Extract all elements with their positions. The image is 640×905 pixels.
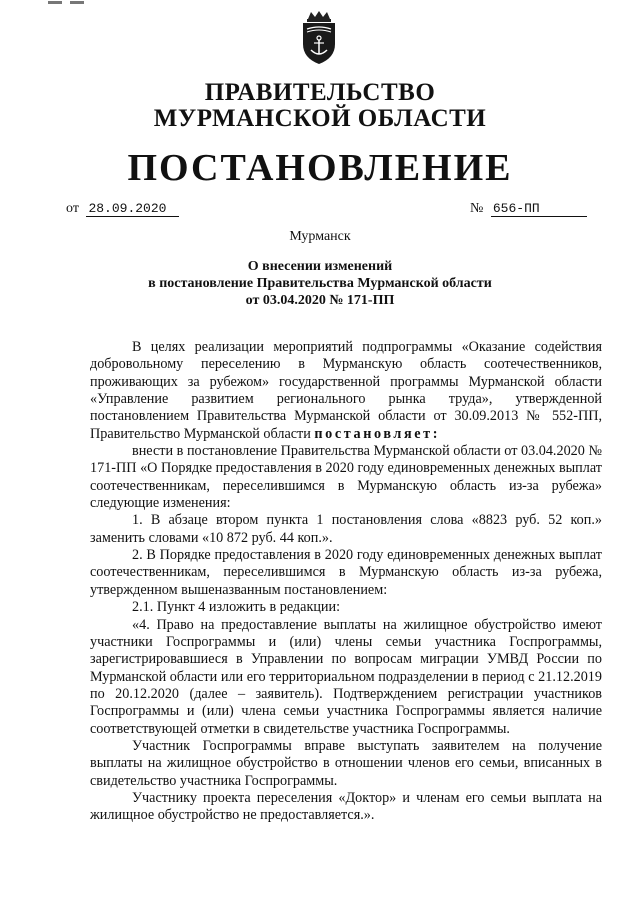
date-prefix: от: [66, 201, 79, 216]
document-title: [0, 258, 640, 309]
number-field: [470, 201, 587, 217]
paragraph-preamble: [90, 339, 602, 443]
paragraph-amend: внести в постановление Правительства Мурманской области от 03.04.2020 № 171-ПП «О Порядке предоставления в 2020 году единовременных денежных выплат соотечественникам, переселившимся в Мурманскую область из-за рубежа» следующие изменения:: [90, 443, 602, 512]
paragraph-clause-4-participant: Участник Госпрограммы вправе выступать заявителем на получение выплаты на жилищное обустройство в отношении членов его семьи, вписанных в свидетельство участника Госпрограммы.: [90, 737, 602, 789]
title-line1: О внесении изменений: [247, 259, 393, 274]
title-line2: в постановление Правительства Мурманской области: [148, 276, 492, 291]
paragraph-clause-4-doctor: Участнику проекта переселения «Доктор» и членам его семьи выплата на жилищное обустройство не предоставляется.».: [90, 789, 602, 824]
paragraph-item-2-1: 2.1. Пункт 4 изложить в редакции:: [132, 599, 341, 616]
preamble-text: В целях реализации мероприятий подпрограммы «Оказание содействия добровольному переселению в Мурманскую область соотечественников, проживающих за рубежом» государственной программы Мурманской области «Управление развитием регионального рынка труда», утвержденной постановлением Правительства Мурманской области от 30.09.2013 № 552-ПП, Правительство Мурманской области: [90, 339, 602, 442]
paragraph-clause-4: «4. Право на предоставление выплаты на жилищное обустройство имеют участники Госпрограммы и (или) члены семьи участника Госпрограммы, зарегистрировавшиеся в Управлении по вопросам миграции УМВД России по Мурманской области или его территориальном подразделении в период с 21.12.2019 по 20.12.2020 (далее – заявитель). Подтверждением регистрации участников Госпрограммы и (или) члена семьи участника Госпрограммы является наличие соответствующей отметки в свидетельстве участника Госпрограммы.: [90, 616, 602, 737]
city-name: Мурманск: [289, 229, 351, 244]
number-value: 656-ПП: [491, 201, 587, 217]
number-prefix: №: [470, 201, 484, 216]
date-field: [66, 201, 179, 217]
scan-artifact: [48, 0, 118, 8]
date-value: 28.09.2020: [86, 201, 179, 217]
resolves-word: постановляет:: [314, 425, 441, 442]
document-type-title: ПОСТАНОВЛЕНИЕ: [127, 147, 513, 189]
paragraph-item-2: 2. В Порядке предоставления в 2020 году единовременных денежных выплат соотечественникам, переселившимся в Мурманскую область из-за рубежа, утвержденном вышеназванным постановлением:: [90, 547, 602, 598]
murmansk-coat-of-arms-icon: [296, 10, 342, 66]
government-name-line2: МУРМАНСКОЙ ОБЛАСТИ: [153, 105, 487, 132]
document-body: [90, 339, 602, 825]
paragraph-item-1: 1. В абзаце втором пункта 1 постановления слова «8823 руб. 52 коп.» заменить словами «10 872 руб. 44 коп.».: [90, 512, 602, 546]
title-line3: от 03.04.2020 № 171-ПП: [245, 293, 395, 308]
government-name-line1: ПРАВИТЕЛЬСТВО: [204, 79, 436, 106]
